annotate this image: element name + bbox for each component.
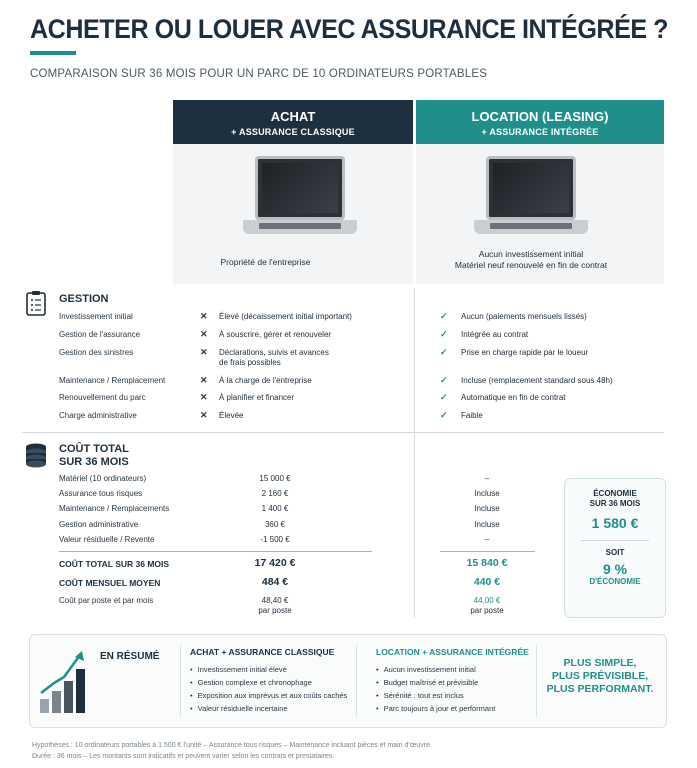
achat-value: Élevée	[219, 411, 244, 420]
savings-soit: SOIT	[605, 548, 625, 557]
section-title-cout-1: COÛT TOTAL	[59, 443, 129, 455]
tagline-line: PLUS PRÉVISIBLE,	[551, 670, 649, 682]
check-icon: ✓	[440, 329, 448, 339]
location-amount: –	[484, 474, 490, 483]
row-label: Gestion de l'assurance	[59, 330, 141, 339]
savings-box	[564, 478, 666, 618]
coins-icon	[23, 442, 49, 470]
list-item: • Parc toujours à jour et performant	[376, 702, 495, 715]
per-seat-unit: par poste	[470, 606, 504, 615]
achat-amount: 2 160 €	[261, 489, 289, 498]
summary-divider	[180, 645, 181, 717]
footnote-duree: Durée : 36 mois – Les montants sont indicatifs et peuvent varier selon les contrats et prestataires.	[32, 753, 335, 760]
row-label: Renouvellement du parc	[59, 393, 146, 402]
section-title-cout-2: SUR 36 MOIS	[59, 456, 129, 468]
page-subtitle: COMPARAISON SUR 36 MOIS POUR UN PARC DE 10 ORDINATEURS PORTABLES	[30, 68, 488, 80]
list-item: • Sérénité : tout est inclus	[376, 689, 495, 702]
title-underline	[30, 51, 76, 55]
summary-divider	[356, 645, 357, 717]
total-divider	[440, 551, 535, 552]
location-value: Incluse (remplacement standard sous 48h)	[461, 376, 613, 385]
total-divider	[59, 551, 372, 552]
row-label: Investissement initial	[59, 312, 133, 321]
total-location: 15 840 €	[466, 557, 508, 569]
location-image-panel	[416, 144, 664, 284]
cross-icon: ✕	[200, 329, 208, 339]
summary-location-title: LOCATION + ASSURANCE INTÉGRÉE	[376, 647, 529, 657]
location-amount: Incluse	[474, 504, 500, 513]
section-divider	[22, 432, 664, 433]
tagline-line: PLUS PERFORMANT.	[546, 683, 654, 695]
summary-divider	[536, 645, 537, 717]
achat-value: À planifier et financer	[219, 393, 295, 402]
cross-icon: ✕	[200, 375, 208, 385]
location-amount: Incluse	[474, 520, 500, 529]
summary-achat-list	[190, 663, 347, 715]
growth-chart-icon	[38, 647, 88, 715]
location-value: Intégrée au contrat	[461, 330, 529, 339]
monthly-achat: 484 €	[261, 576, 289, 588]
per-seat-label: Coût par poste et par mois	[59, 596, 154, 605]
tagline-line: PLUS SIMPLE,	[563, 657, 637, 669]
total-achat: 17 420 €	[254, 557, 296, 569]
list-item: • Gestion complexe et chronophage	[190, 676, 347, 689]
summary-achat-title: ACHAT + ASSURANCE CLASSIQUE	[190, 647, 335, 657]
cross-icon: ✕	[200, 410, 208, 420]
list-item: • Exposition aux imprévus et aux coûts cachés	[190, 689, 347, 702]
cross-icon: ✕	[200, 311, 208, 321]
summary-title: EN RÉSUMÉ	[100, 651, 160, 662]
savings-percent: 9 %	[602, 561, 628, 577]
tagline	[542, 657, 658, 696]
check-icon: ✓	[440, 392, 448, 402]
location-caption-1: Aucun investissement initial	[478, 249, 584, 259]
list-item: • Investissement initial élevé	[190, 663, 347, 676]
savings-label-2: SUR 36 MOIS	[589, 499, 641, 508]
row-label: Maintenance / Remplacements	[59, 504, 170, 513]
achat-amount: 360 €	[264, 520, 286, 529]
savings-value: 1 580 €	[591, 515, 639, 531]
row-label: Gestion des sinistres	[59, 348, 134, 357]
achat-amount: 15 000 €	[259, 474, 291, 483]
footnote-hypotheses: Hypothèses : 10 ordinateurs portables à 1 500 € l'unité – Assurance tous risques – Maintenance incluant pièces et main d'œuvre	[32, 742, 431, 749]
row-label: Valeur résiduelle / Revente	[59, 535, 155, 544]
column-divider	[414, 288, 415, 618]
list-item: • Budget maîtrisé et prévisible	[376, 676, 495, 689]
achat-value: À souscrire, gérer et renouveler	[219, 330, 332, 339]
per-seat-unit: par poste	[258, 606, 292, 615]
location-amount: Incluse	[474, 489, 500, 498]
savings-divider	[581, 540, 649, 541]
clipboard-icon	[26, 290, 46, 316]
list-item: • Valeur résiduelle incertaine	[190, 702, 347, 715]
row-label: Gestion administrative	[59, 520, 139, 529]
location-value: Aucun (paiements mensuels lissés)	[461, 312, 587, 321]
achat-value-cont: de frais possibles	[219, 358, 281, 367]
header-location	[416, 100, 664, 144]
location-amount: –	[484, 535, 490, 544]
check-icon: ✓	[440, 410, 448, 420]
savings-label-1: ÉCONOMIE	[593, 489, 637, 498]
list-item: • Aucun investissement initial	[376, 663, 495, 676]
header-achat-title: ACHAT	[270, 109, 316, 124]
achat-value: Déclarations, suivis et avances	[219, 348, 329, 357]
achat-value: À la charge de l'entreprise	[219, 376, 312, 385]
header-achat-subtitle: + ASSURANCE CLASSIQUE	[231, 127, 355, 137]
cross-icon: ✕	[200, 347, 208, 357]
check-icon: ✓	[440, 311, 448, 321]
header-achat	[173, 100, 413, 144]
location-value: Automatique en fin de contrat	[461, 393, 566, 402]
monthly-label: COÛT MENSUEL MOYEN	[59, 578, 161, 588]
row-label: Charge administrative	[59, 411, 137, 420]
summary-location-list	[376, 663, 495, 715]
page-title: ACHETER OU LOUER AVEC ASSURANCE INTÉGRÉE ?	[30, 14, 669, 44]
location-caption-2: Matériel neuf renouvelé en fin de contrat	[454, 260, 608, 270]
achat-caption: Propriété de l'entreprise	[220, 257, 311, 267]
achat-amount: 1 400 €	[261, 504, 289, 513]
achat-image-panel	[173, 144, 413, 284]
summary-panel	[29, 634, 667, 728]
monthly-location: 440 €	[473, 576, 501, 588]
row-label: Assurance tous risques	[59, 489, 143, 498]
location-value: Prise en charge rapide par le loueur	[461, 348, 589, 357]
savings-percent-label: D'ÉCONOMIE	[589, 577, 641, 586]
achat-value: Élevé (décaissement initial important)	[219, 312, 352, 321]
total-label: COÛT TOTAL SUR 36 MOIS	[59, 559, 170, 569]
check-icon: ✓	[440, 375, 448, 385]
location-value: Faible	[461, 411, 483, 420]
row-label: Maintenance / Remplacement	[59, 376, 166, 385]
section-title-gestion: GESTION	[59, 293, 109, 305]
cross-icon: ✕	[200, 392, 208, 402]
per-seat-achat: 48,40 €	[261, 596, 289, 605]
row-label: Matériel (10 ordinateurs)	[59, 474, 147, 483]
per-seat-location: 44,00 €	[473, 596, 501, 605]
header-location-subtitle: + ASSURANCE INTÉGRÉE	[481, 127, 599, 137]
header-location-title: LOCATION (LEASING)	[471, 109, 609, 124]
achat-amount: -1 500 €	[260, 535, 290, 544]
check-icon: ✓	[440, 347, 448, 357]
